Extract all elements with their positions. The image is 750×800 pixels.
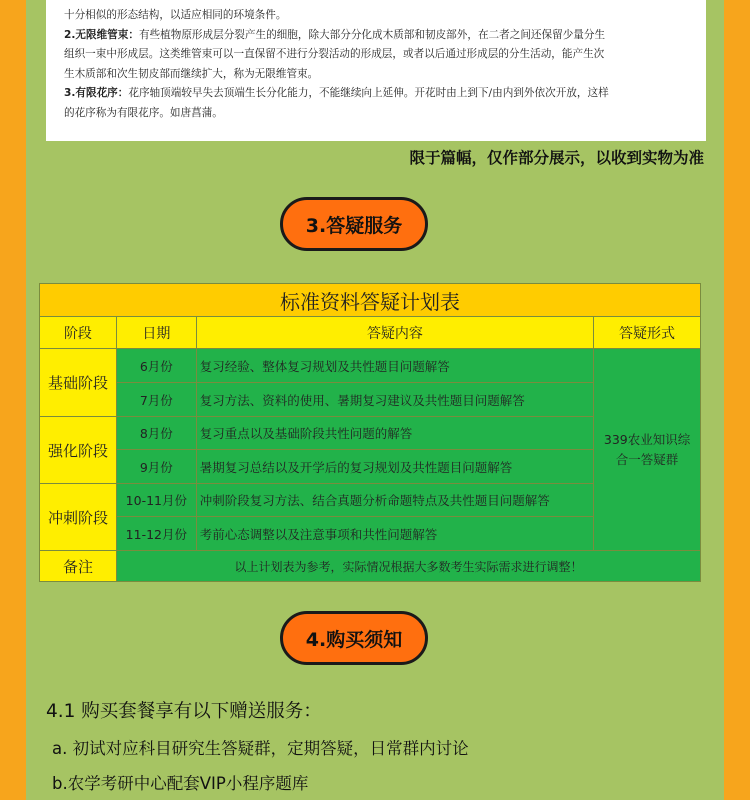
table-header-row — [40, 317, 701, 349]
excerpt-line: 生木质部和次生韧皮部而继续扩大，称为无限维管束。 — [64, 67, 319, 80]
qa-plan-table — [39, 283, 701, 582]
header-content: 答疑内容 — [196, 317, 593, 349]
excerpt-line: 3.有限花序：花序轴顶端较早失去顶端生长分化能力，不能继续向上延伸。开花时由上到下/由内到外依次开放，这样 — [64, 87, 609, 99]
excerpt-line: 十分相似的形态结构，以适应相同的环境条件。 — [64, 9, 287, 21]
table-title: 标准资料答疑计划表 — [40, 284, 701, 317]
content-cell: 复习经验、整体复习规划及共性题目问题解答 — [196, 349, 593, 383]
header-date: 日期 — [116, 317, 196, 349]
month-cell: 9月份 — [116, 450, 196, 484]
form-line: 合一答疑群 — [615, 451, 679, 467]
stage-basic: 基础阶段 — [40, 349, 117, 417]
term-label: 2.无限维管束： — [64, 28, 139, 41]
excerpt-line: 2.无限维管束：有些植物原形成层分裂产生的细胞，除大部分分化成木质部和韧皮部外，在二者之间还保留少量分生 — [64, 28, 606, 41]
month-cell: 7月份 — [116, 383, 196, 417]
excerpt-line: 的花序称为有限花序。如唐菖蒲。 — [64, 106, 223, 119]
section-title-purchase: 4.购买须知 — [280, 611, 428, 665]
stage-intensive: 强化阶段 — [40, 417, 117, 484]
content-cell: 冲刺阶段复习方法、结合真题分析命题特点及共性题目问题解答 — [196, 484, 593, 517]
content-cell: 暑期复习总结以及开学后的复习规划及共性题目问题解答 — [196, 450, 593, 484]
table-row — [40, 349, 701, 383]
excerpt-line: 组织一束中形成层。这类维管束可以一直保留不进行分裂活动的形成层，或者以后通过形成层的分生活动，能产生次 — [64, 48, 605, 60]
page-content — [26, 0, 724, 800]
section-title-qa: 3.答疑服务 — [280, 197, 428, 251]
purchase-item-b: b.农学考研中心配套VIP小程序题库 — [52, 774, 309, 793]
preview-note: 限于篇幅，仅作部分展示，以收到实物为准 — [409, 149, 704, 167]
purchase-heading: 4.1 购买套餐享有以下赠送服务： — [46, 701, 322, 722]
month-cell: 6月份 — [116, 349, 196, 383]
content-cell: 考前心态调整以及注意事项和共性问题解答 — [196, 517, 593, 551]
qa-form-cell — [594, 349, 701, 551]
table-title-row — [40, 284, 701, 317]
purchase-item-a: a. 初试对应科目研究生答疑群，定期答疑，日常群内讨论 — [52, 739, 469, 758]
header-form: 答疑形式 — [594, 317, 701, 349]
term-label: 3.有限花序： — [64, 87, 129, 99]
remark-label: 备注 — [40, 551, 117, 582]
remark-row — [40, 551, 701, 582]
stage-sprint: 冲刺阶段 — [40, 484, 117, 551]
form-line: 339农业知识综 — [603, 431, 691, 447]
document-excerpt — [46, 0, 706, 141]
month-cell: 10-11月份 — [116, 484, 196, 517]
content-cell: 复习重点以及基础阶段共性问题的解答 — [196, 417, 593, 450]
remark-text: 以上计划表为参考，实际情况根据大多数考生实际需求进行调整！ — [116, 551, 700, 582]
content-cell: 复习方法、资料的使用、暑期复习建议及共性题目问题解答 — [196, 383, 593, 417]
header-stage: 阶段 — [40, 317, 117, 349]
month-cell: 11-12月份 — [116, 517, 196, 551]
month-cell: 8月份 — [116, 417, 196, 450]
